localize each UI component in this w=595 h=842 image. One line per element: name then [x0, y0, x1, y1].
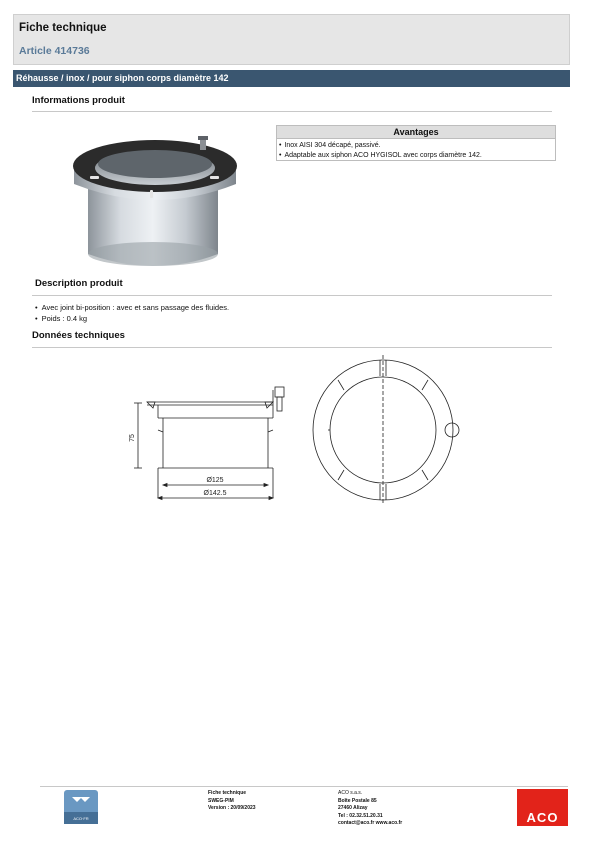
header-box — [13, 14, 570, 65]
footer-line: Fiche technique — [208, 790, 247, 796]
section-title-info: Informations produit — [32, 95, 125, 106]
footer-line: 27460 Alizay — [338, 805, 368, 812]
footer-document-info — [208, 790, 256, 813]
height-dimension-label: 75 — [129, 434, 136, 442]
section-divider — [32, 111, 552, 112]
list-item: • Poids : 0.4 kg — [35, 313, 229, 324]
footer-company-info — [338, 790, 402, 828]
product-photo — [60, 126, 250, 276]
footer-line — [338, 820, 402, 828]
footer-line: Boîte Postale 85 — [338, 797, 377, 804]
advantages-list — [277, 139, 555, 161]
footer-website: www.aco.fr — [375, 820, 403, 827]
list-item: • Avec joint bi-position : avec et sans passage des fluides. — [35, 302, 229, 313]
list-item: • Adaptable aux siphon ACO HYGISOL avec corps diamètre 142. — [279, 151, 555, 161]
outer-diameter-label: Ø142.5 — [203, 490, 227, 497]
section-title-description: Description produit — [35, 278, 123, 289]
description-list — [35, 302, 229, 324]
footer-email: contact@aco.fr — [338, 820, 375, 827]
aco-partner-logo — [64, 790, 98, 824]
footer-line: Tel : 02.32.51.20.31 — [338, 812, 383, 819]
partner-logo-text: ACO·FR — [73, 816, 89, 821]
footer-line: SWEG-PIM — [208, 797, 234, 804]
aco-logo-text: ACO — [526, 810, 559, 825]
article-number: Article 414736 — [19, 45, 90, 57]
product-title-bar: Réhausse / inox / pour siphon corps diamètre 142 — [13, 70, 570, 87]
technical-drawing — [125, 350, 475, 510]
advantages-box — [276, 125, 556, 161]
document-title: Fiche technique — [19, 22, 107, 34]
inner-diameter-label: Ø125 — [206, 477, 224, 484]
footer-divider — [40, 786, 568, 787]
section-title-technical: Données techniques — [32, 330, 125, 341]
advantages-title: Avantages — [277, 126, 555, 139]
section-divider — [32, 295, 552, 296]
aco-logo — [517, 789, 568, 826]
footer-line: ACO s.a.s. — [338, 790, 363, 796]
footer-line: Version : 20/09/2023 — [208, 805, 256, 812]
section-divider — [32, 347, 552, 348]
list-item: • Inox AISI 304 décapé, passivé. — [279, 141, 555, 151]
